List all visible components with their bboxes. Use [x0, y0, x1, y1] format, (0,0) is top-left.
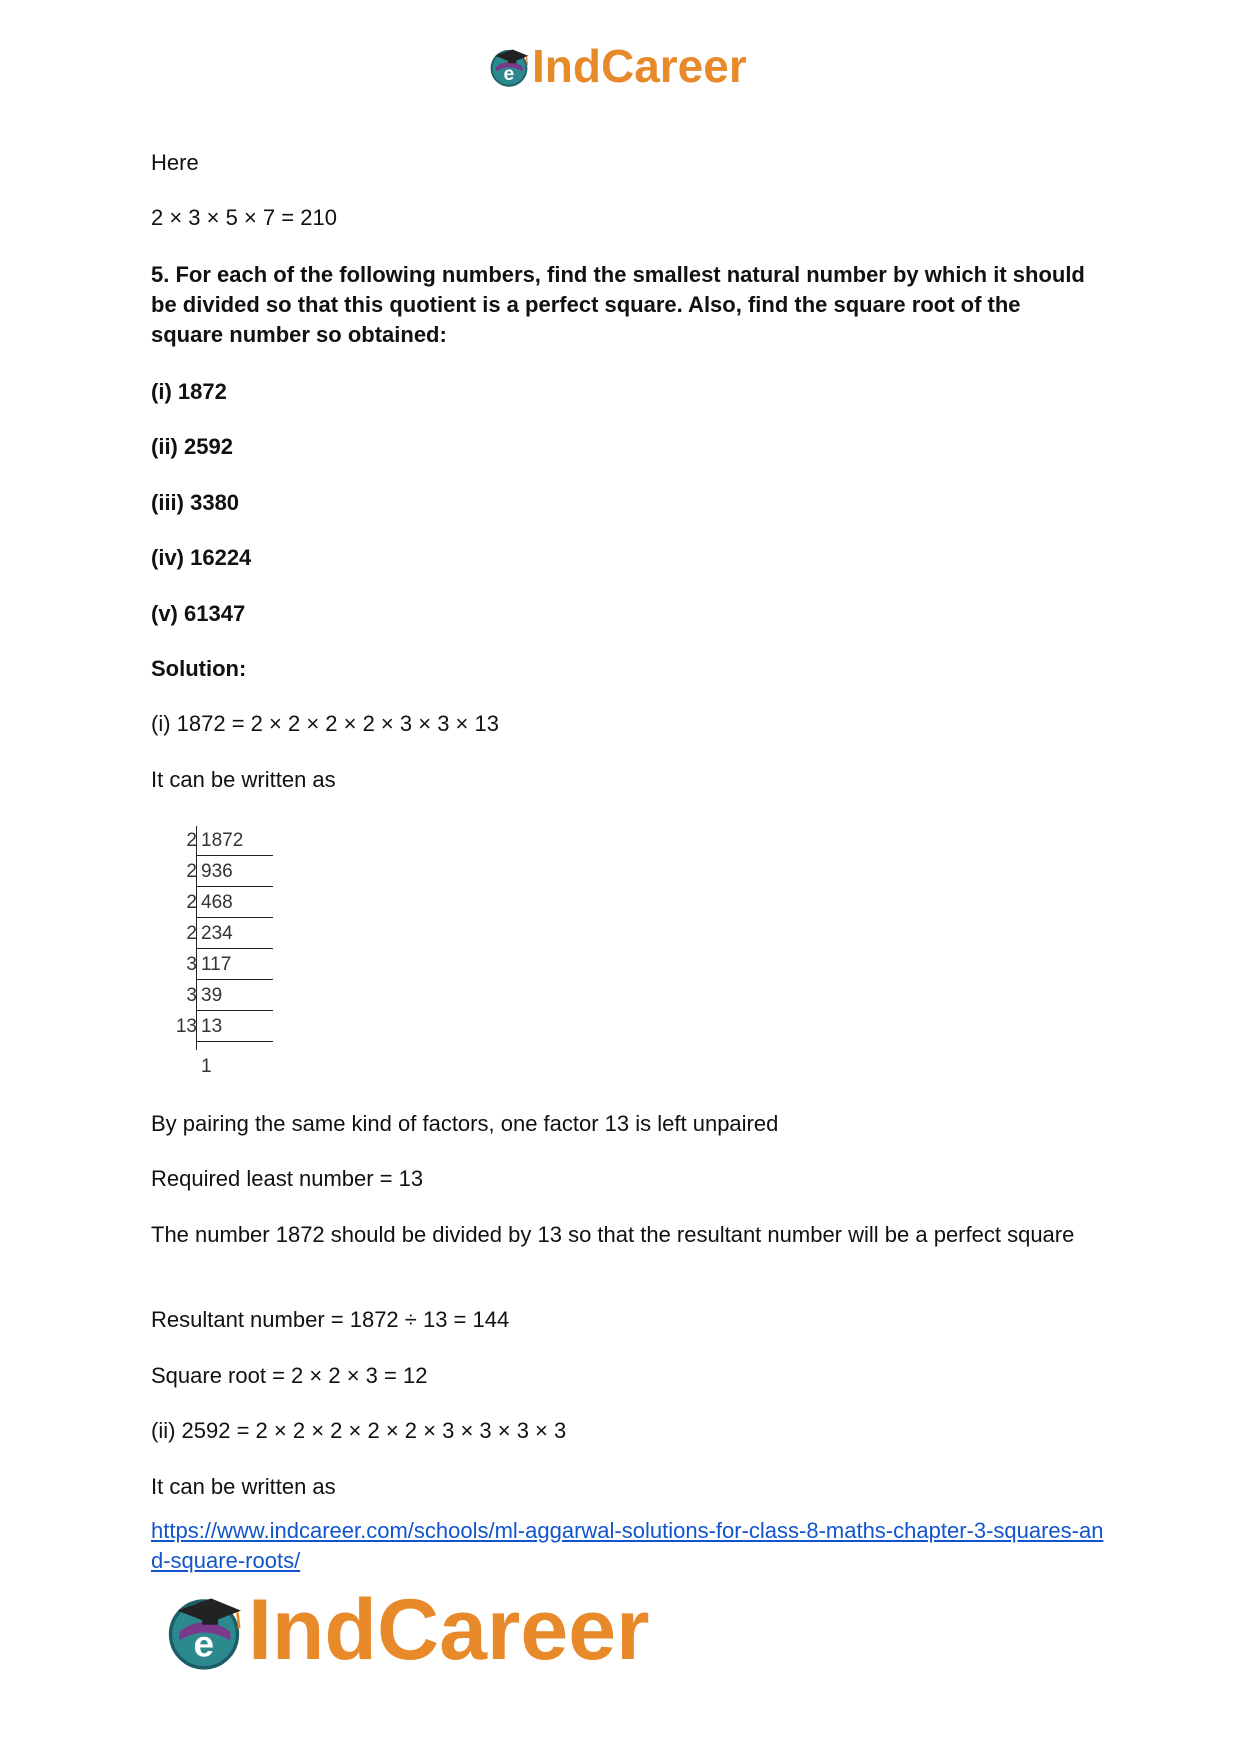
- footer-logo: [160, 1582, 650, 1678]
- division-row: [151, 919, 281, 950]
- division-underline: [196, 1010, 273, 1011]
- solution-step-1: (i) 1872 = 2 × 2 × 2 × 2 × 3 × 3 × 13: [151, 711, 499, 736]
- division-underline: [196, 948, 273, 949]
- division-remainder: 1: [201, 1056, 212, 1077]
- prime-factorization-division: [151, 826, 281, 1076]
- division-row: [151, 857, 281, 888]
- division-dividend: 936: [201, 861, 233, 882]
- division-divisor: 2: [186, 892, 197, 913]
- division-divisor: 2: [186, 861, 197, 882]
- solution-step-8: (ii) 2592 = 2 × 2 × 2 × 2 × 2 × 3 × 3 × 3 × 3: [151, 1418, 567, 1443]
- division-row: [151, 826, 281, 857]
- question-5: 5. For each of the following numbers, find the smallest natural number by which it should be divided so that this quotient is a perfect square. Also, find the square root of the square number so obtained:: [151, 262, 1085, 347]
- division-row: [151, 981, 281, 1012]
- division-row: [151, 888, 281, 919]
- question-item-4: (iv) 16224: [151, 545, 252, 570]
- svg-text:e: e: [503, 63, 515, 85]
- header-logo: [486, 40, 747, 92]
- division-dividend: 13: [201, 1016, 223, 1037]
- solution-step-7: Square root = 2 × 2 × 3 = 12: [151, 1363, 428, 1388]
- division-divisor: 2: [186, 923, 197, 944]
- question-item-2: (ii) 2592: [151, 434, 233, 459]
- source-link[interactable]: https://www.indcareer.com/schools/ml-aggarwal-solutions-for-class-8-maths-chapter-3-squares-and-square-roots/: [151, 1518, 1104, 1573]
- question-item-3: (iii) 3380: [151, 490, 240, 515]
- solution-step-3: By pairing the same kind of factors, one factor 13 is left unpaired: [151, 1111, 779, 1136]
- solution-step-4: Required least number = 13: [151, 1166, 424, 1191]
- division-dividend: 234: [201, 923, 233, 944]
- division-dividend: 39: [201, 985, 223, 1006]
- header-logo-text: IndCareer: [532, 40, 747, 92]
- division-dividend: 1872: [201, 830, 244, 851]
- division-divisor: 3: [186, 954, 197, 975]
- division-underline: [196, 1041, 273, 1042]
- svg-text:e: e: [193, 1623, 215, 1665]
- solution-step-5: The number 1872 should be divided by 13 so that the resultant number will be a perfect square: [151, 1222, 1075, 1247]
- division-divisor: 13: [175, 1016, 197, 1037]
- paragraph-product: 2 × 3 × 5 × 7 = 210: [151, 205, 337, 230]
- division-underline: [196, 917, 273, 918]
- division-dividend: 117: [201, 954, 232, 975]
- division-underline: [196, 886, 273, 887]
- solution-step-2: It can be written as: [151, 767, 336, 792]
- division-dividend: 468: [201, 892, 233, 913]
- division-divisor: 3: [186, 985, 197, 1006]
- question-item-1: (i) 1872: [151, 379, 227, 404]
- graduation-cap-globe-icon: [486, 43, 532, 89]
- question-item-5: (v) 61347: [151, 601, 246, 626]
- division-row: [151, 950, 281, 981]
- division-row: [151, 1012, 281, 1043]
- graduation-cap-globe-icon: [160, 1586, 248, 1674]
- solution-label: Solution:: [151, 656, 247, 681]
- footer-logo-text: IndCareer: [248, 1582, 650, 1678]
- solution-step-6: Resultant number = 1872 ÷ 13 = 144: [151, 1307, 510, 1332]
- division-underline: [196, 979, 273, 980]
- paragraph-here: Here: [151, 150, 199, 175]
- solution-step-9: It can be written as: [151, 1474, 336, 1499]
- division-underline: [196, 855, 273, 856]
- division-divisor: 2: [186, 830, 197, 851]
